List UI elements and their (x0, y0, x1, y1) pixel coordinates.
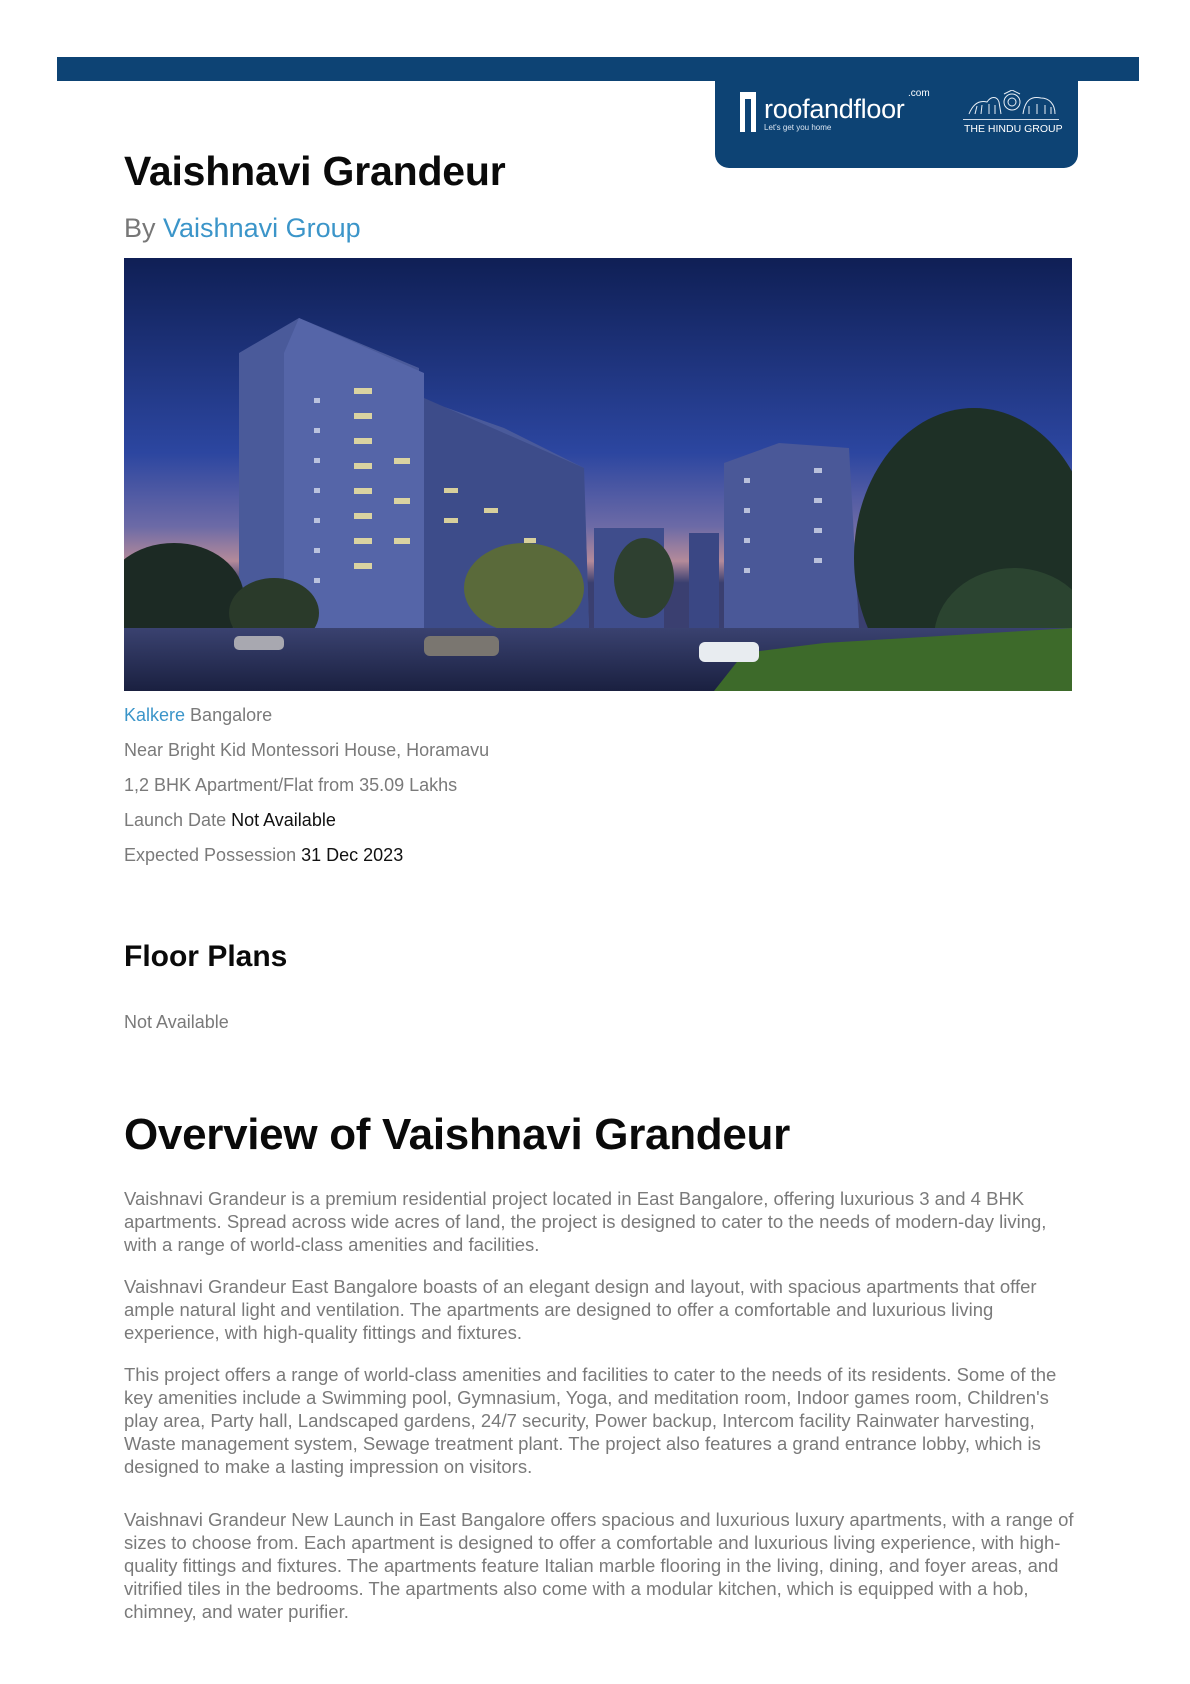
location-row (124, 703, 489, 738)
launch-date-row (124, 808, 489, 843)
header-bar (57, 57, 1139, 81)
project-title: Vaishnavi Grandeur (124, 148, 506, 194)
project-hero-image (124, 258, 1072, 691)
brand-tagline: Let's get you home (764, 123, 832, 132)
address-row: Near Bright Kid Montessori House, Horamavu (124, 740, 490, 760)
divider (963, 119, 1059, 120)
emblem-icon (967, 90, 1057, 116)
config-price-row: 1,2 BHK Apartment/Flat from 35.09 Lakhs (124, 775, 458, 795)
hindu-group-logo (963, 90, 1061, 142)
overview-heading: Overview of Vaishnavi Grandeur (124, 1110, 790, 1159)
city: Bangalore (190, 705, 273, 725)
developer-byline (124, 213, 361, 244)
floor-plans-heading: Floor Plans (124, 940, 288, 973)
overview-paragraph: This project offers a range of world-class amenities and facilities to cater to the needs of its residents. Some of the key amenities include a Swimming pool, Gymnasium, Yoga, and meditation room, Indoor games room, Children's play area, Party hall, Landscaped gardens, 24/7 security, Power backup, Intercom facility Rainwater harvesting, Waste management system, Sewage treatment plant. The project also features a grand entrance lobby, which is designed to make a lasting impression on visitors. (124, 1364, 1057, 1477)
roofandfloor-logo[interactable] (740, 90, 930, 138)
door-icon (740, 92, 756, 132)
project-details (124, 703, 489, 878)
brand-suffix: .com (908, 88, 930, 99)
overview-paragraph: Vaishnavi Grandeur East Bangalore boasts of an elegant design and layout, with spacious apartments that offer ample natural light and ventilation. The apartments are designed to offer a comfortable and luxurious living experience, with high-quality fittings and fixtures. (124, 1276, 1037, 1343)
developer-link[interactable]: Vaishnavi Group (163, 213, 361, 243)
locality-link[interactable]: Kalkere (124, 705, 186, 725)
building-rendering-icon (124, 258, 1072, 691)
brand-name: roofandfloor (764, 94, 905, 124)
launch-date-value: Not Available (231, 810, 336, 830)
launch-date-label: Launch Date (124, 810, 227, 830)
overview-paragraph: Vaishnavi Grandeur is a premium residential project located in East Bangalore, offering luxurious 3 and 4 BHK apartments. Spread across wide acres of land, the project is designed to cater to the needs of modern-day living, with a range of world-class amenities and facilities. (124, 1188, 1047, 1255)
by-label: By (124, 213, 156, 243)
overview-paragraph: Vaishnavi Grandeur New Launch in East Bangalore offers spacious and luxurious luxury apartments, with a range of sizes to choose from. Each apartment is designed to offer a comfortable and luxurious living experience, with high-quality fittings and fixtures. The apartments feature Italian marble flooring in the living, dining, and foyer areas, and vitrified tiles in the bedrooms. The apartments also come with a modular kitchen, which is equipped with a hob, chimney, and water purifier. (124, 1509, 1074, 1622)
partner-name: THE HINDU GROUP (964, 123, 1063, 135)
logo-tab (715, 80, 1078, 168)
possession-row (124, 843, 489, 878)
possession-value: 31 Dec 2023 (301, 845, 404, 865)
possession-label: Expected Possession (124, 845, 297, 865)
floor-plans-value: Not Available (124, 1012, 229, 1032)
